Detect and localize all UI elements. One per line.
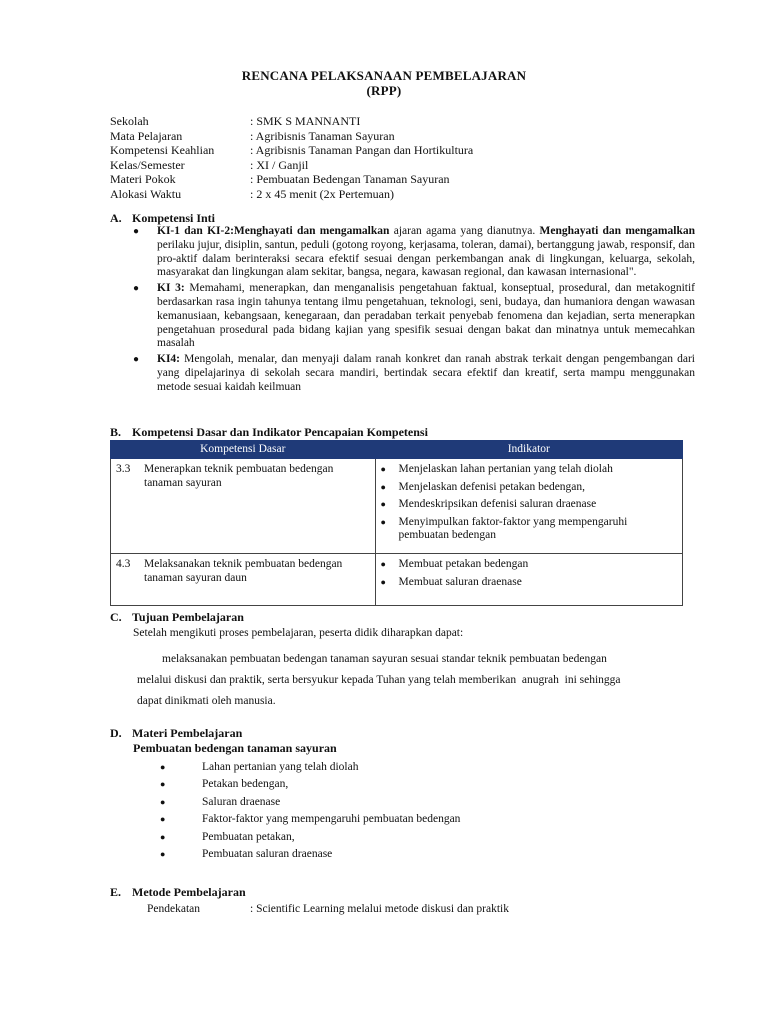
indicator-cell xyxy=(375,459,682,554)
bullet-icon: ● xyxy=(133,354,140,366)
indicator-text: Mendeskripsikan defenisi saluran draenase xyxy=(398,498,597,511)
ki-bold: KI 3: xyxy=(157,282,185,295)
indicator-text: Menjelaskan defenisi petakan bedengan, xyxy=(398,480,586,493)
identity-row xyxy=(110,114,473,129)
indicator-text: Menjelaskan lahan pertanian yang telah diolah xyxy=(398,463,613,475)
bullet-icon: ● xyxy=(380,576,386,587)
kd-text: Menerapkan teknik pembuatan bedengan tanaman sayuran xyxy=(144,463,334,489)
section-e-heading xyxy=(110,885,246,900)
materi-text: Saluran draenase xyxy=(202,795,281,808)
identity-row xyxy=(110,187,473,202)
bullet-icon: ● xyxy=(160,779,166,790)
identity-table xyxy=(110,114,473,202)
bullet-icon: ● xyxy=(160,849,166,860)
identity-label: Mata Pelajaran xyxy=(110,128,183,143)
bullet-icon: ● xyxy=(133,226,140,237)
list-item xyxy=(160,759,460,776)
ki-text: perilaku jujur, disiplin, santun, peduli (gotong royong, kerjasama, toleran, damai), bertanggung jawab, responsif, dan pro-aktif dalam berinteraksi secara efektif sesuai dengan perkembangan anak di lingkungan, keluarga, sekolah, masyarakat dan lingkungan alam sekitar, bangsa, negara, kawasan regional, dan kawasan internasional". xyxy=(157,238,695,279)
ki-bold: Menghayati dan mengamalkan xyxy=(539,225,695,237)
bullet-icon: ● xyxy=(160,831,166,842)
header-indikator: Indikator xyxy=(375,441,682,459)
list-item xyxy=(381,463,677,477)
ki-text: ajaran agama yang dianutnya. xyxy=(389,225,540,237)
indicator-text: Membuat saluran draenase xyxy=(398,575,522,588)
materi-list xyxy=(160,759,460,863)
indicator-list xyxy=(381,463,677,543)
table-header-row xyxy=(111,441,683,459)
identity-value: : Agribisnis Tanaman Pangan dan Hortikultura xyxy=(250,143,474,158)
indicator-cell xyxy=(375,553,682,605)
section-letter: E. xyxy=(110,885,122,899)
list-item xyxy=(381,516,677,543)
list-item xyxy=(381,481,677,495)
ki-item xyxy=(133,282,695,351)
kd-cell xyxy=(111,553,376,605)
list-item xyxy=(160,776,460,793)
document-subtitle: (RPP) xyxy=(366,83,402,98)
bullet-icon: ● xyxy=(160,796,166,807)
identity-value: : SMK S MANNANTI xyxy=(250,114,361,128)
materi-text: Pembuatan saluran draenase xyxy=(202,848,333,861)
identity-row xyxy=(110,172,473,187)
section-title: Kompetensi Inti xyxy=(132,211,216,225)
tujuan-intro: Setelah mengikuti proses pembelajaran, peserta didik diharapkan dapat: xyxy=(133,627,464,639)
section-letter: C. xyxy=(110,610,122,624)
ki-item xyxy=(133,225,695,280)
identity-row xyxy=(110,158,473,173)
list-item xyxy=(160,846,460,863)
indicator-text: Membuat petakan bedengan xyxy=(398,557,529,570)
materi-text: Lahan pertanian yang telah diolah xyxy=(202,761,359,773)
section-d-heading xyxy=(110,726,242,741)
bullet-icon: ● xyxy=(160,762,166,772)
ki-bold: KI4: xyxy=(157,353,180,366)
identity-label: Alokasi Waktu xyxy=(110,186,182,201)
materi-subheading: Pembuatan bedengan tanaman sayuran xyxy=(133,741,337,755)
identity-value: : Pembuatan Bedengan Tanaman Sayuran xyxy=(250,172,450,187)
bullet-icon: ● xyxy=(160,814,166,825)
kd-cell xyxy=(111,459,376,554)
bullet-icon: ● xyxy=(380,464,386,474)
section-title: Tujuan Pembelajaran xyxy=(132,610,244,624)
identity-row xyxy=(110,129,473,144)
ki-text: Memahami, menerapkan, dan menganalisis pengetahuan faktual, konseptual, prosedural, dan metakognitif berdasarkan rasa ingin tahunya tentang ilmu pengetahuan, teknologi, seni, budaya, dan humaniora dengan wawasan kemanusiaan, kebangsaan, kenegaraan, dan peradaban terkait penyebab fenomena dan kejadian, serta menerapkan pengetahuan prosedural pada bidang kajian yang spesifik sesuai dengan bakat dan minatnya untuk memecahkan masalah xyxy=(157,282,696,350)
tujuan-line: melalui diskusi dan praktik, serta bersyukur kepada Tuhan yang telah memberikan anugrah ini sehingga xyxy=(137,674,621,686)
list-item xyxy=(381,576,677,590)
bullet-icon: ● xyxy=(380,516,386,527)
list-item xyxy=(160,829,460,846)
kd-number: 3.3 xyxy=(116,463,131,475)
header-kompetensi-dasar: Kompetensi Dasar xyxy=(111,441,376,459)
ki-text: Mengolah, menalar, dan menyaji dalam ranah konkret dan ranah abstrak terkait dengan pengembangan dari yang dipelajarinya di sekolah secara mandiri, bertindak secara efektif dan kreatif, serta mampu menggunakan metode sesuai kaidah keilmuan xyxy=(157,353,695,393)
section-letter: A. xyxy=(110,211,122,225)
ki-list xyxy=(133,225,695,397)
pendekatan-label: Pendekatan xyxy=(147,903,201,915)
identity-value: : 2 x 45 menit (2x Pertemuan) xyxy=(250,186,394,201)
list-item xyxy=(381,498,677,512)
ki-bold: KI-1 dan KI-2:Menghayati dan mengamalkan xyxy=(157,225,390,237)
section-b-heading xyxy=(110,425,428,440)
materi-text: Pembuatan petakan, xyxy=(202,830,295,843)
table-row xyxy=(111,553,683,605)
list-item xyxy=(160,811,460,828)
bullet-icon: ● xyxy=(380,558,386,569)
section-letter: B. xyxy=(110,425,122,439)
section-title: Metode Pembelajaran xyxy=(132,885,246,899)
section-letter: D. xyxy=(110,726,122,740)
bullet-icon: ● xyxy=(133,283,140,295)
section-title: Materi Pembelajaran xyxy=(132,726,243,740)
document-title: RENCANA PELAKSANAAN PEMBELAJARAN xyxy=(241,68,527,83)
indicator-list xyxy=(381,558,677,589)
tujuan-line: melaksanakan pembuatan bedengan tanaman sayuran sesuai standar teknik pembuatan bedengan xyxy=(162,653,607,665)
section-c-heading xyxy=(110,610,244,625)
identity-value: : Agribisnis Tanaman Sayuran xyxy=(250,128,395,143)
kd-number: 4.3 xyxy=(116,557,131,570)
bullet-icon: ● xyxy=(380,481,386,492)
identity-label: Materi Pokok xyxy=(110,172,176,187)
list-item xyxy=(381,558,677,572)
section-title: Kompetensi Dasar dan Indikator Pencapaian Kompetensi xyxy=(132,425,428,439)
identity-row xyxy=(110,143,473,158)
tujuan-line: dapat dinikmati oleh manusia. xyxy=(137,695,276,707)
pendekatan-value: : Scientific Learning melalui metode diskusi dan praktik xyxy=(250,903,510,915)
bullet-icon: ● xyxy=(380,499,386,510)
table-row xyxy=(111,459,683,554)
indicator-text: Menyimpulkan faktor-faktor yang mempengaruhi pembuatan bedengan xyxy=(398,515,628,542)
section-a-heading xyxy=(110,211,215,226)
kd-indikator-table xyxy=(110,440,683,606)
materi-text: Petakan bedengan, xyxy=(202,778,289,791)
kd-text: Melaksanakan teknik pembuatan bedengan tanaman sayuran daun xyxy=(144,557,343,584)
materi-text: Faktor-faktor yang mempengaruhi pembuatan bedengan xyxy=(202,813,461,826)
identity-label: Kompetensi Keahlian xyxy=(110,143,215,158)
list-item xyxy=(160,794,460,811)
identity-label: Sekolah xyxy=(110,114,149,128)
identity-label: Kelas/Semester xyxy=(110,157,185,172)
identity-value: : XI / Ganjil xyxy=(250,157,309,172)
ki-item xyxy=(133,353,695,394)
